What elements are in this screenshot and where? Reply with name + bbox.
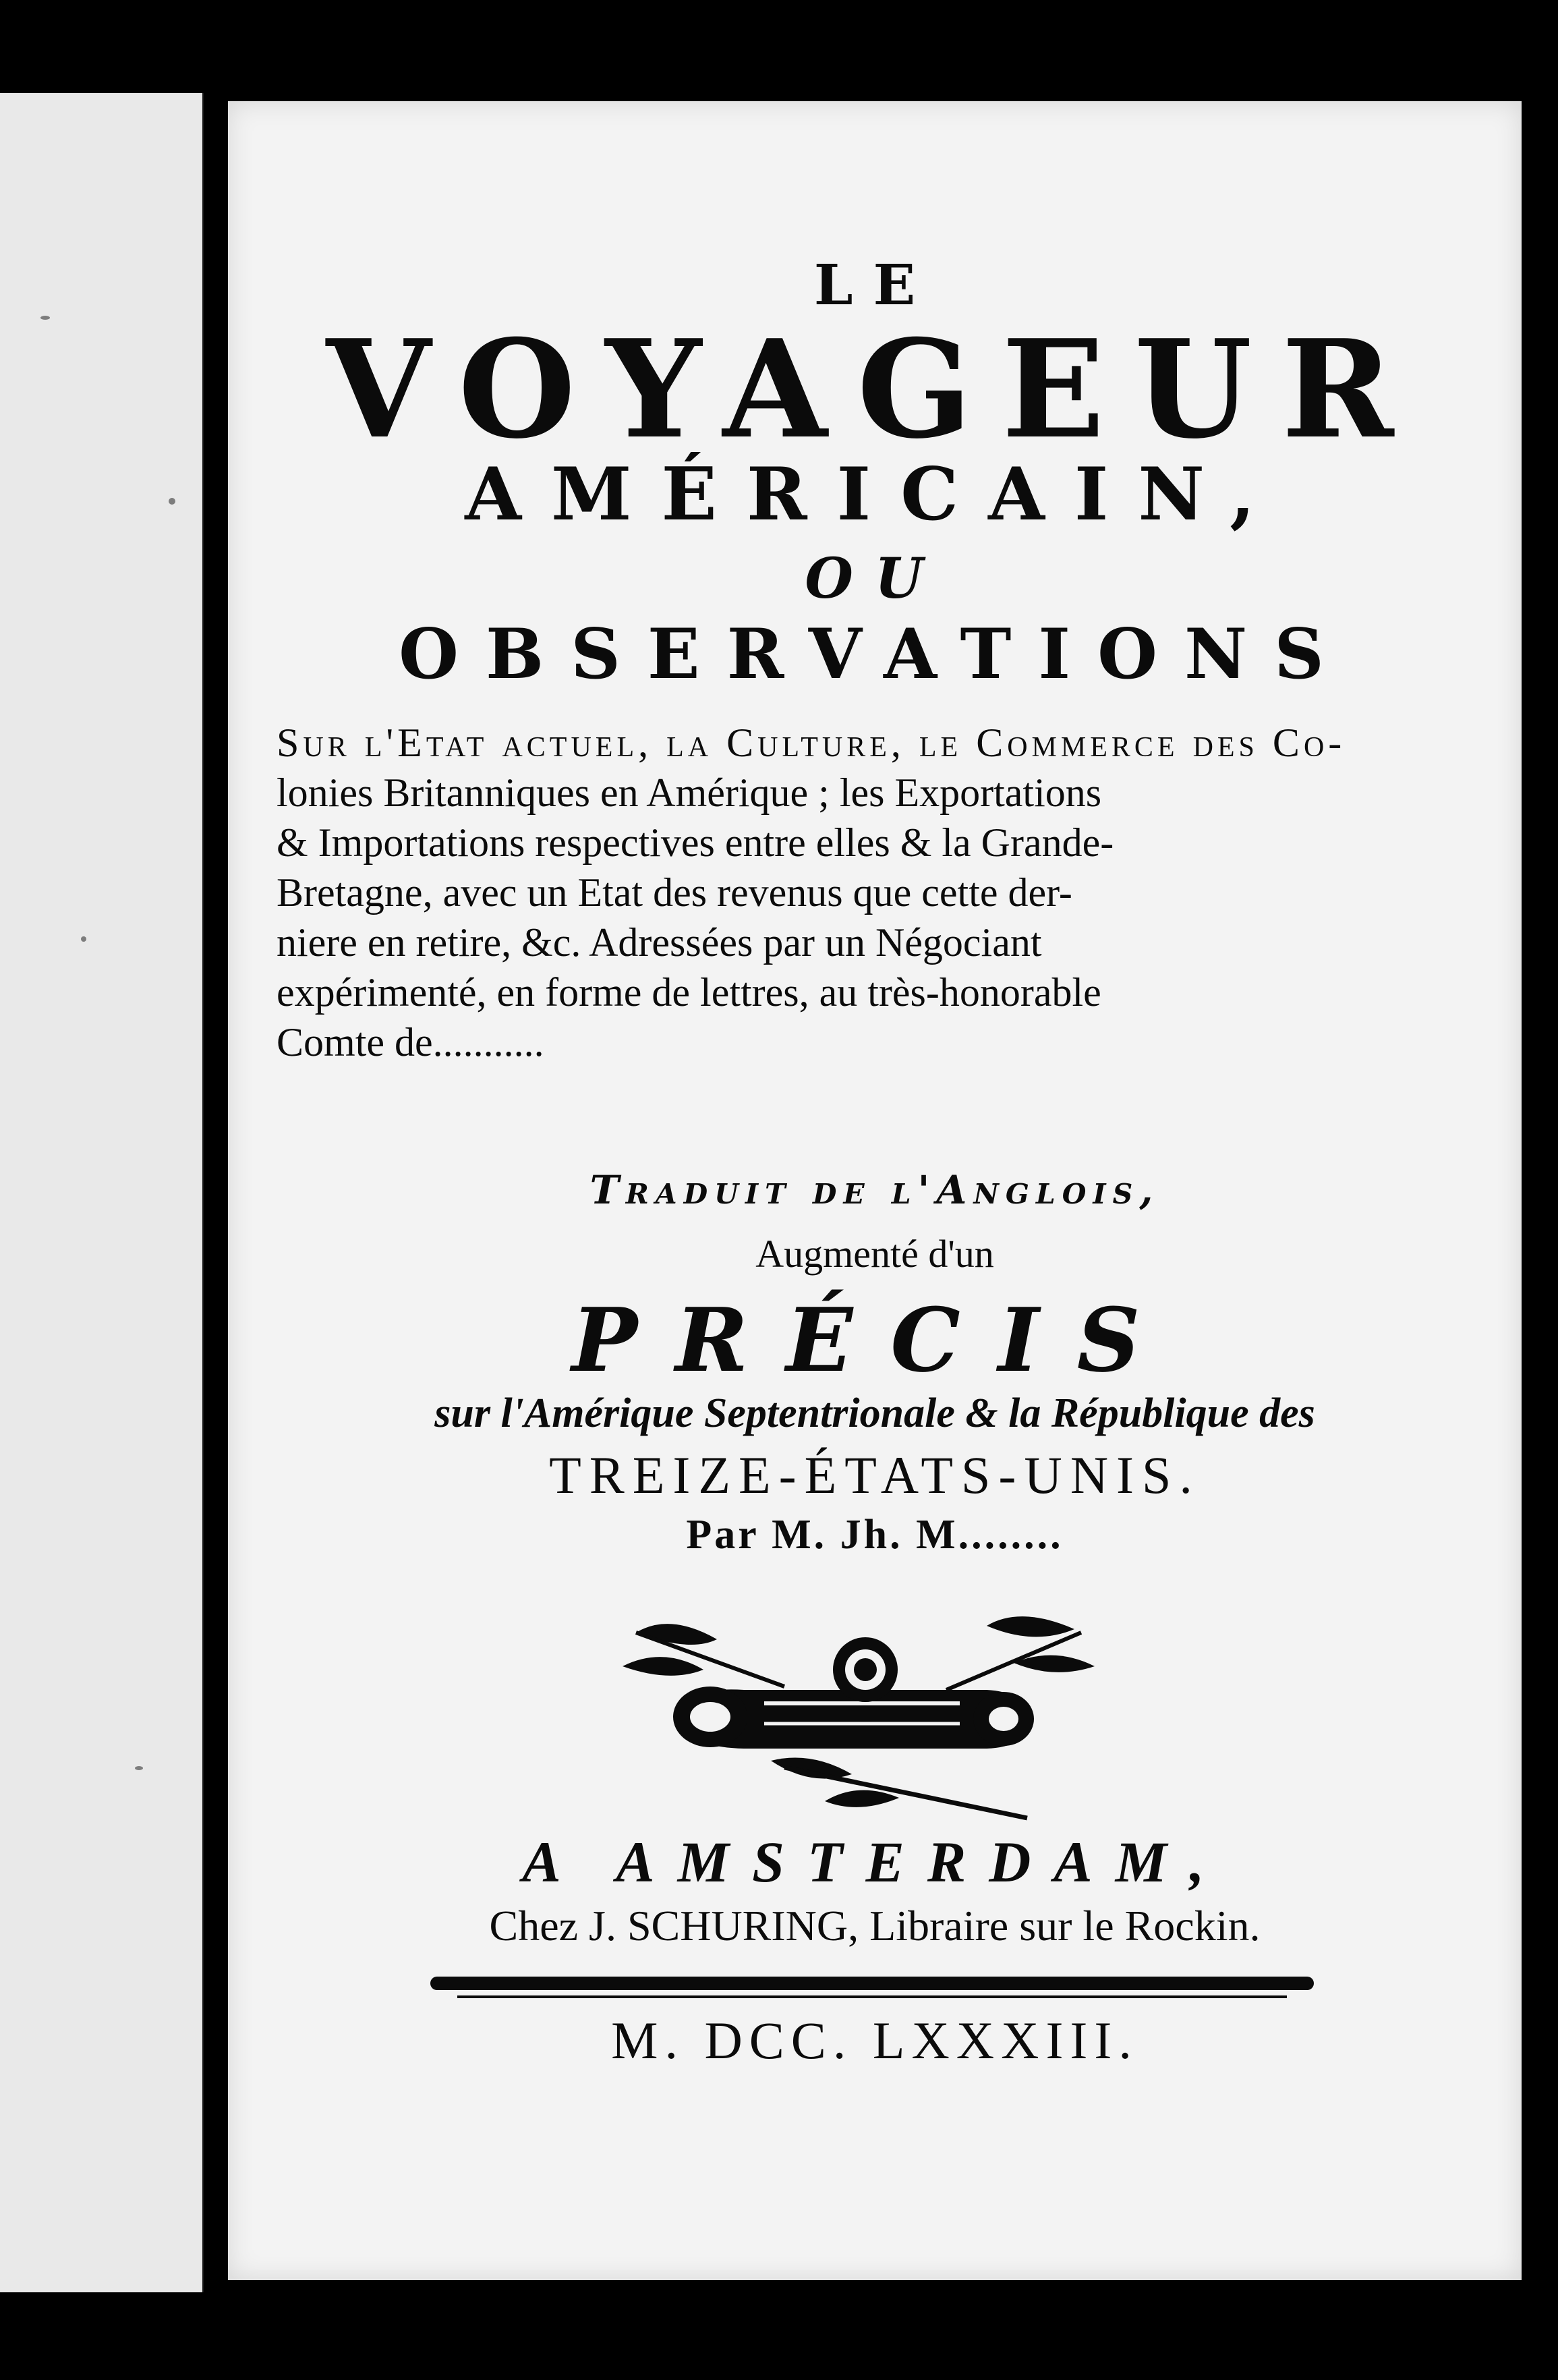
printers-ornament-icon [609,1606,1135,1828]
title-page [228,101,1522,2280]
description-line-4: Bretagne, avec un Etat des revenus que cette der- [277,870,1072,915]
rule-thick-line [430,1977,1314,1990]
paper-speck [169,498,175,505]
imprint-city: A AMSTERDAM, [522,1830,1228,1894]
augmente-note: Augmenté d'un [755,1232,994,1276]
precis-heading: PRÉCIS [571,1288,1178,1392]
facing-page-edge [0,93,204,2292]
title-americain: AMÉRICAIN, [465,452,1285,537]
description-line-7: Comte de........... [277,1020,544,1065]
precis-subject: sur l'Amérique Septentrionale & la République des [434,1390,1315,1436]
paper-speck [40,316,50,320]
title-ou: OU [805,546,945,611]
translation-note: Traduit de l'Anglois, [589,1167,1160,1213]
description-line-1: Sur l'Etat actuel, la Culture, le Commerce des Co- [277,720,1346,765]
treize-etats-unis: TREIZE-ÉTATS-UNIS. [549,1446,1201,1504]
title-observations: OBSERVATIONS [399,614,1351,695]
author-line: Par M. Jh. M........ [686,1512,1064,1558]
description-line-2: lonies Britanniques en Amérique ; les Exportations [277,770,1102,815]
description-line-5: niere en retire, &c. Adressées par un Négociant [277,920,1042,965]
paper-speck [81,936,86,942]
description-line-3: & Importations respectives entre elles & la Grande- [277,820,1114,865]
imprint-publisher: Chez J. SCHURING, Libraire sur le Rockin. [489,1902,1261,1950]
rule-thin-line [457,1995,1287,1998]
description-line-6: expérimenté, en forme de lettres, au très-honorable [277,970,1101,1015]
paper-speck [135,1766,143,1770]
title-article: LE [813,253,936,318]
imprint-date: M. DCC. LXXXIII. [611,2011,1138,2070]
title-main: VOYAGEUR [326,310,1424,469]
